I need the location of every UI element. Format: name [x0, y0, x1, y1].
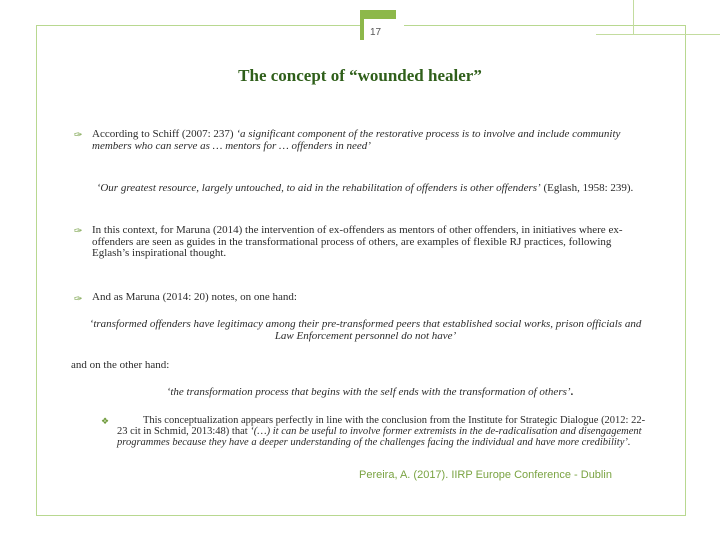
- sub-bullet-quote: ‘(…) it can be useful to involve former extremists in the de-radicalisation and disengagement programmes because they have a deeper understanding of the challenges facing the individual and have more credibility’.: [117, 426, 642, 448]
- maruna-quote-1: [88, 319, 643, 342]
- maruna-quote-1-text: ‘transformed offenders have legitimacy among their pre-transformed peers that established social works, prison officials and Law Enforcement personnel do not have’: [89, 318, 642, 342]
- slide-title: The concept of “wounded healer”: [238, 66, 482, 85]
- sub-bullet-lead: This conceptualization appears perfectly in line with the conclusion from the Institute for Strategic Dialogue (2012: 22-23 cit in Schmid, 2013:48) that: [117, 415, 646, 437]
- bullet-2-text: In this context, for Maruna (2014) the intervention of ex-offenders as mentors of other offenders, in initiatives where ex-offenders are seen as guides in the transformational process of others, are examples of flexible RJ practices, following Eglash’s inspirational thought.: [92, 224, 623, 259]
- maruna-quote-2-end: .: [570, 386, 574, 398]
- decor-vertical-line: [633, 0, 634, 35]
- maruna-quote-2-text: ‘the transformation process that begins with the self ends with the transformation of others’: [166, 386, 571, 398]
- maruna-quote-2: [90, 387, 650, 399]
- footer-citation: Pereira, A. (2017). IIRP Europe Conference - Dublin: [359, 469, 612, 481]
- feather-bullet-icon: ✑: [74, 294, 83, 305]
- bullet-3-text: And as Maruna (2014: 20) notes, on one hand:: [92, 291, 297, 303]
- decor-horizontal-line: [596, 34, 720, 35]
- feather-bullet-icon: ✑: [74, 130, 83, 141]
- bullet-1-quote: ‘a significant component of the restorative process is to involve and include community members who can serve as … mentors for … offenders in need’: [92, 128, 621, 152]
- eglash-citation: (Eglash, 1958: 239).: [540, 182, 634, 194]
- diamond-bullet-icon: ❖: [101, 416, 110, 426]
- feather-bullet-icon: ✑: [74, 226, 83, 237]
- bullet-1-text: [92, 129, 632, 152]
- other-hand-text: and on the other hand:: [71, 359, 170, 371]
- eglash-quote: [80, 183, 650, 195]
- page-number: 17: [364, 19, 404, 47]
- bullet-1-lead: According to Schiff (2007: 237): [92, 128, 237, 140]
- sub-bullet-text: [117, 415, 652, 448]
- eglash-quote-text: ‘Our greatest resource, largely untouched, to aid in the rehabilitation of offenders is other offenders’: [96, 182, 541, 194]
